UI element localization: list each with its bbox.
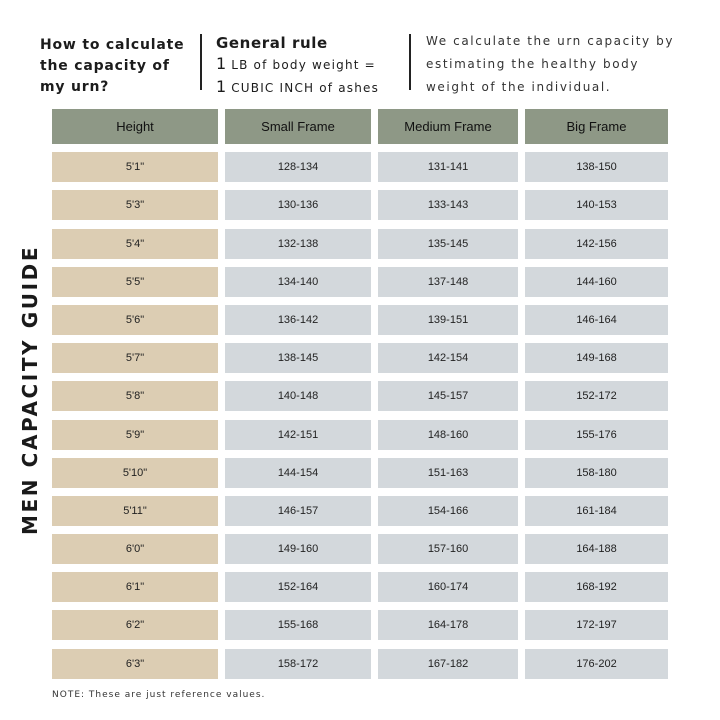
medium-frame-cell: 160-174 xyxy=(378,572,518,602)
header xyxy=(0,30,720,100)
medium-frame-cell: 148-160 xyxy=(378,420,518,450)
small-frame-cell: 152-164 xyxy=(225,572,371,602)
big-frame-cell: 144-160 xyxy=(525,267,668,297)
small-frame-cell: 144-154 xyxy=(225,458,371,488)
medium-frame-cell: 131-141 xyxy=(378,152,518,182)
column-header-small-frame: Small Frame xyxy=(225,109,371,144)
medium-frame-cell: 137-148 xyxy=(378,267,518,297)
rule-line-1-number: 1 xyxy=(216,54,227,73)
big-frame-cell: 172-197 xyxy=(525,610,668,640)
small-frame-cell: 158-172 xyxy=(225,649,371,679)
medium-frame-cell: 135-145 xyxy=(378,229,518,259)
small-frame-cell: 134-140 xyxy=(225,267,371,297)
big-frame-cell: 140-153 xyxy=(525,190,668,220)
medium-frame-cell: 151-163 xyxy=(378,458,518,488)
height-cell: 5'9" xyxy=(52,420,218,450)
height-cell: 6'2" xyxy=(52,610,218,640)
general-rule-line-1 xyxy=(216,53,406,76)
big-frame-cell: 158-180 xyxy=(525,458,668,488)
rule-line-1-text: LB of body weight = xyxy=(231,58,376,72)
medium-frame-cell: 133-143 xyxy=(378,190,518,220)
rule-line-2-text: CUBIC INCH of ashes xyxy=(231,81,380,95)
big-frame-cell: 152-172 xyxy=(525,381,668,411)
height-cell: 5'7" xyxy=(52,343,218,373)
big-frame-cell: 155-176 xyxy=(525,420,668,450)
small-frame-cell: 146-157 xyxy=(225,496,371,526)
general-rule-line-2 xyxy=(216,76,406,99)
height-cell: 6'1" xyxy=(52,572,218,602)
big-frame-cell: 176-202 xyxy=(525,649,668,679)
small-frame-cell: 130-136 xyxy=(225,190,371,220)
medium-frame-cell: 154-166 xyxy=(378,496,518,526)
height-cell: 5'4" xyxy=(52,229,218,259)
height-cell: 5'10" xyxy=(52,458,218,488)
medium-frame-cell: 167-182 xyxy=(378,649,518,679)
general-rule-title: General rule xyxy=(216,34,328,52)
big-frame-cell: 168-192 xyxy=(525,572,668,602)
general-rule xyxy=(216,33,406,99)
big-frame-cell: 142-156 xyxy=(525,229,668,259)
height-cell: 5'8" xyxy=(52,381,218,411)
height-cell: 6'0" xyxy=(52,534,218,564)
small-frame-cell: 132-138 xyxy=(225,229,371,259)
big-frame-cell: 138-150 xyxy=(525,152,668,182)
medium-frame-cell: 139-151 xyxy=(378,305,518,335)
medium-frame-cell: 164-178 xyxy=(378,610,518,640)
column-header-medium-frame: Medium Frame xyxy=(378,109,518,144)
height-cell: 5'1" xyxy=(52,152,218,182)
small-frame-cell: 149-160 xyxy=(225,534,371,564)
small-frame-cell: 142-151 xyxy=(225,420,371,450)
capacity-description: We calculate the urn capacity by estimating the healthy body weight of the individual. xyxy=(426,34,675,94)
big-frame-cell: 161-184 xyxy=(525,496,668,526)
capacity-table xyxy=(52,109,668,679)
side-title: MEN CAPACITY GUIDE xyxy=(18,244,42,535)
big-frame-cell: 164-188 xyxy=(525,534,668,564)
column-header-big-frame: Big Frame xyxy=(525,109,668,144)
rule-line-2-number: 1 xyxy=(216,77,227,96)
height-cell: 6'3" xyxy=(52,649,218,679)
height-cell: 5'6" xyxy=(52,305,218,335)
medium-frame-cell: 142-154 xyxy=(378,343,518,373)
medium-frame-cell: 145-157 xyxy=(378,381,518,411)
height-cell: 5'3" xyxy=(52,190,218,220)
small-frame-cell: 138-145 xyxy=(225,343,371,373)
header-divider xyxy=(200,34,202,90)
column-header-height: Height xyxy=(52,109,218,144)
small-frame-cell: 155-168 xyxy=(225,610,371,640)
height-cell: 5'5" xyxy=(52,267,218,297)
big-frame-cell: 149-168 xyxy=(525,343,668,373)
small-frame-cell: 128-134 xyxy=(225,152,371,182)
medium-frame-cell: 157-160 xyxy=(378,534,518,564)
small-frame-cell: 140-148 xyxy=(225,381,371,411)
small-frame-cell: 136-142 xyxy=(225,305,371,335)
big-frame-cell: 146-164 xyxy=(525,305,668,335)
height-cell: 5'11" xyxy=(52,496,218,526)
capacity-question: How to calculate the capacity of my urn? xyxy=(40,37,185,95)
header-divider xyxy=(409,34,411,90)
reference-note: NOTE: These are just reference values. xyxy=(52,690,266,700)
